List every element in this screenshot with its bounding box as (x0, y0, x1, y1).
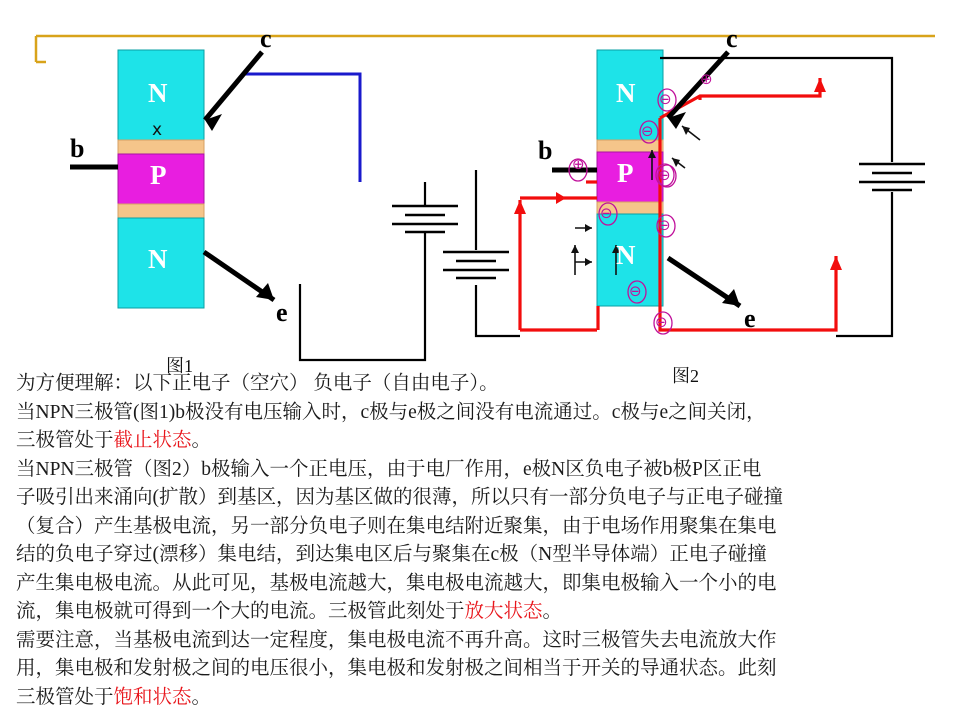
text-line-5 (16, 484, 952, 513)
text-line-3 (16, 427, 952, 456)
text-line-4 (16, 456, 952, 485)
text-run: 当NPN三极管（图2）b极输入一个正电压，由于电厂作用，e极N区负电子被b极P区正电 (16, 458, 762, 480)
figure2-e-pointer (668, 258, 740, 306)
charge-negative-2: ⊖ (641, 122, 654, 140)
text-run: 三极管处于 (16, 686, 114, 708)
text-run: 为方便理解：以下正电子（空穴） 负电子（自由电子）。 (16, 373, 499, 394)
text-run: 流，集电极就可得到一个大的电流。三极管此刻处于 (16, 601, 465, 622)
figure1-terminal-e: e (276, 298, 288, 327)
highlight-term: 放大状态 (464, 601, 543, 622)
figure2-terminal-e: e (744, 304, 756, 333)
figure2-terminal-c: c (726, 24, 738, 53)
text-run: 三极管处于 (16, 430, 114, 451)
highlight-term: 截止状态 (113, 430, 192, 451)
figure2-layer-n-top: N (616, 78, 636, 108)
figure1-layer-p: P (150, 160, 167, 190)
figure2-layer-p: P (617, 158, 634, 188)
charge-positive-2: ⊕ (572, 155, 585, 173)
text-run: 需要注意，当基极电流到达一定程度，集电极电流不再升高。这时三极管失去电流放大作 (16, 629, 777, 651)
figure1-x-mark: x (152, 120, 163, 140)
text-line-10 (16, 627, 952, 656)
charge-negative-3: ⊖ (658, 166, 671, 184)
text-run: 用，集电极和发射极之间的电压很小，集电极和发射极之间相当于开关的导通状态。此刻 (16, 658, 777, 679)
charge-negative-7: ⊖ (655, 313, 668, 331)
text-run: 。 (191, 686, 212, 708)
figure1-terminal-c: c (260, 24, 272, 53)
figure1-layer-n-top: N (148, 78, 168, 108)
text-line-9 (16, 598, 952, 627)
explanation-text (16, 370, 952, 712)
figure1-layer-n-bottom: N (148, 244, 168, 274)
figure1-collector-wire-blue (243, 74, 360, 182)
highlight-term: 饱和状态 (113, 686, 192, 708)
charge-negative-5: ⊖ (658, 216, 671, 234)
figure2-terminal-b: b (538, 136, 553, 165)
figure2-c-pointer (668, 52, 728, 129)
figure1-circuit (300, 182, 458, 360)
charge-negative-1: ⊖ (659, 90, 672, 108)
text-run: 结的负电子穿过(漂移）集电结，到达集电区后与聚集在c极（N型半导体端）正电子碰撞 (16, 544, 767, 565)
figure2-layer-n-bottom: N (616, 240, 636, 270)
figure1-c-pointer (205, 52, 262, 131)
text-run: 。 (542, 601, 563, 622)
text-line-8 (16, 570, 952, 599)
figure2-caption: 图2 (672, 366, 699, 386)
text-line-11 (16, 655, 952, 684)
text-line-12 (16, 684, 952, 713)
text-run: 子吸引出来涌向(扩散）到基区，因为基区做的很薄，所以只有一部分负电子与正电子碰撞 (16, 487, 783, 508)
text-line-6 (16, 513, 952, 542)
text-run: 产生集电极电流。从此可见，基极电流越大，集电极电流越大，即集电极输入一个小的电 (16, 572, 777, 594)
text-line-2 (16, 399, 952, 428)
text-run: 当NPN三极管(图1)b极没有电压输入时，c极与e极之间没有电流通过。c极与e之间关闭， (16, 401, 766, 423)
charge-negative-6: ⊖ (629, 282, 642, 300)
figure1-terminal-b: b (70, 134, 85, 163)
text-line-1 (16, 370, 952, 399)
text-line-7 (16, 541, 952, 570)
charge-negative-4: ⊖ (600, 204, 613, 222)
text-run: （复合）产生基极电流，另一部分负电子则在集电结附近聚集，由于电场作用聚集在集电 (16, 515, 777, 537)
text-run: 。 (191, 430, 212, 451)
figure1-e-pointer (204, 252, 274, 300)
charge-positive-1: ⊕ (700, 70, 713, 88)
figure1-caption: 图1 (166, 356, 193, 376)
